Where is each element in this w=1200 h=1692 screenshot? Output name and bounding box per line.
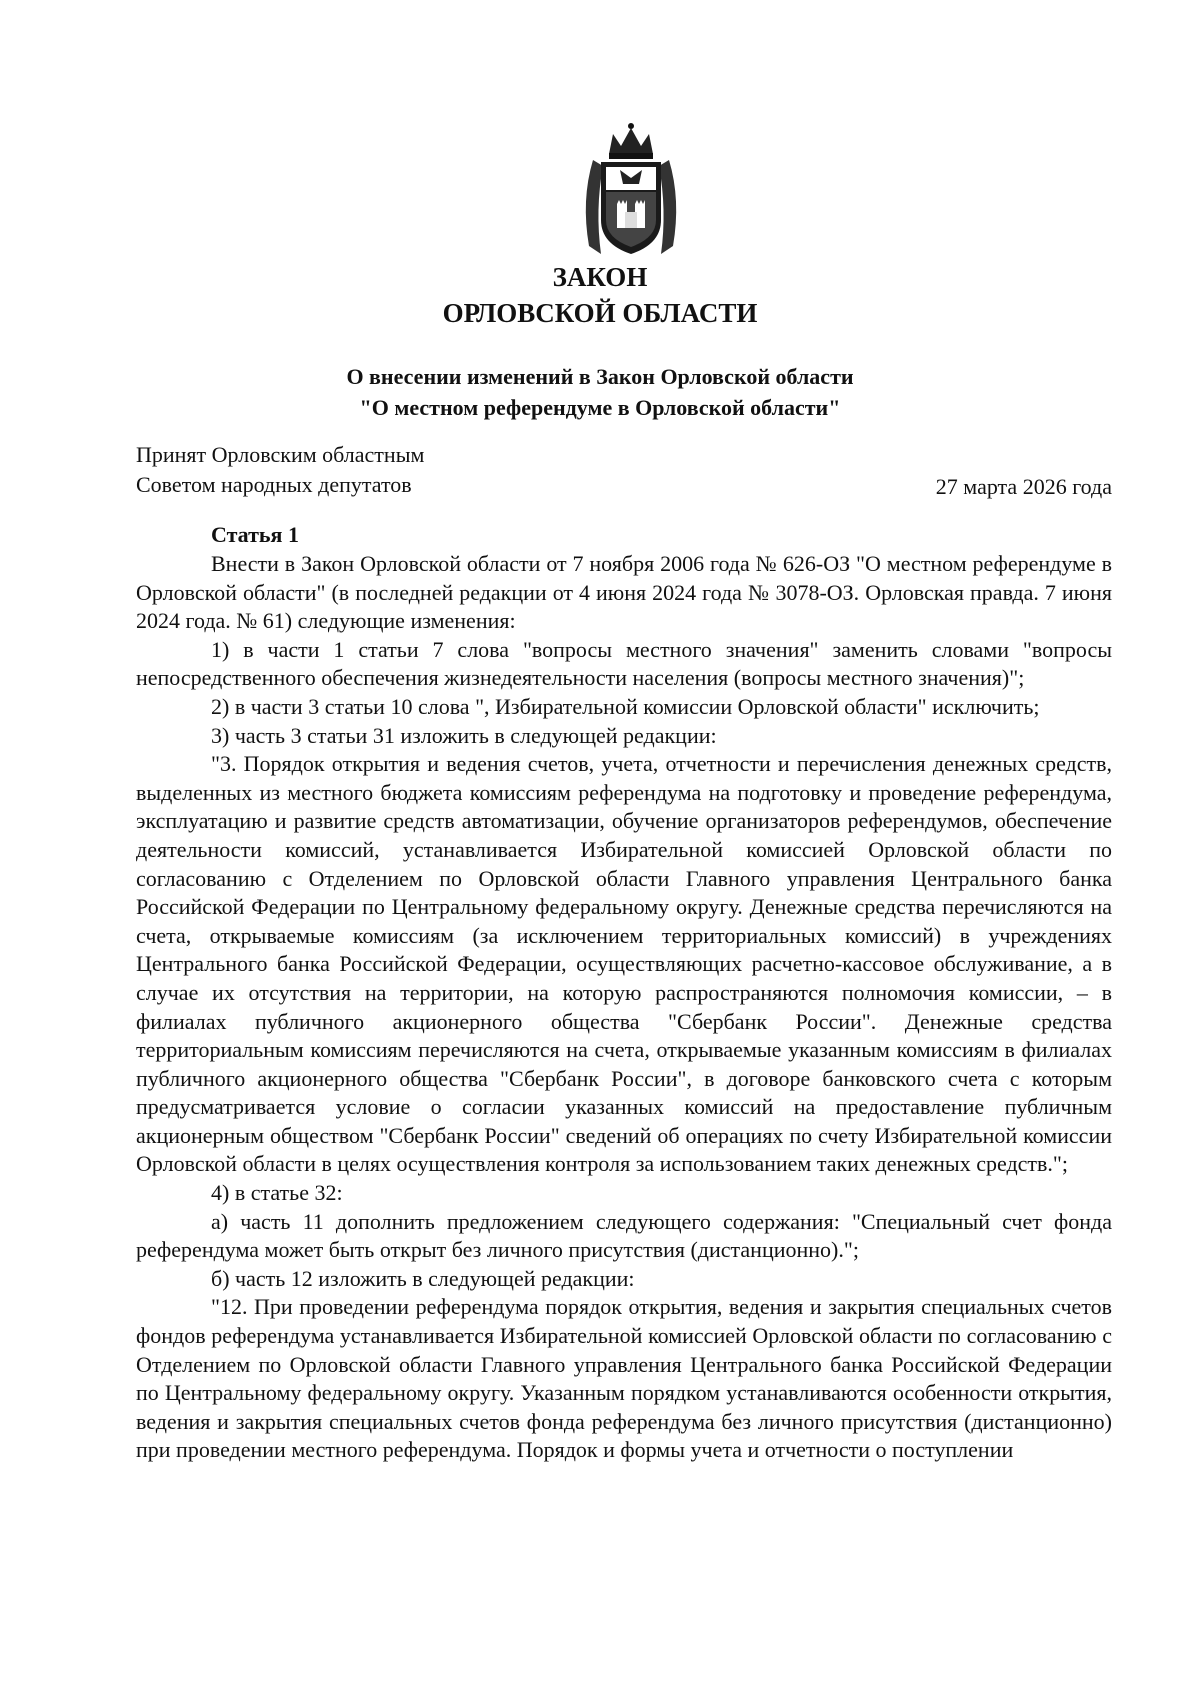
adoption-date: 27 марта 2026 года <box>935 474 1112 499</box>
article-paragraph-item-4b: б) часть 12 изложить в следующей редакции: <box>211 1265 635 1291</box>
adoption-line2: Советом народных депутатов <box>136 472 412 497</box>
law-region-title: ОРЛОВСКОЙ ОБЛАСТИ <box>442 298 758 328</box>
law-subtitle-line2: "О местном референдуме в Орловской области" <box>359 395 841 420</box>
article-paragraph-item-4a: а) часть 11 дополнить предложением следующего содержания: "Специальный счет фонда референдума может быть открыт без личного присутствия (дистанционно)."; <box>136 1208 1112 1263</box>
article-paragraph-item-2: 2) в части 3 статьи 10 слова ", Избирательной комиссии Орловской области" исключить; <box>211 693 1040 719</box>
law-subtitle-line1: О внесении изменений в Закон Орловской области <box>346 364 854 389</box>
article-paragraph-item-1: 1) в части 1 статьи 7 слова "вопросы местного значения" заменить словами "вопросы непосредственного обеспечения жизнедеятельности населения (вопросы местного значения)"; <box>136 636 1112 691</box>
article-paragraph-part-12-text: "12. При проведении референдума порядок открытия, ведения и закрытия специальных счетов фондов референдума устанавливается Избирательной комиссией Орловской области по согласованию с Отделением по Орловской области Главного управления Центрального банка Российской Федерации по Центральному федеральному округу. Указанным порядком устанавливаются особенности открытия, ведения и закрытия специальных счетов фонда референдума без личного присутствия (дистанционно) при проведении местного референдума. Порядок и формы учета и отчетности о поступлении <box>136 1294 1112 1463</box>
adoption-block <box>136 440 424 500</box>
article-paragraph-item-3: 3) часть 3 статьи 31 изложить в следующей редакции: <box>211 722 717 748</box>
article-heading: Статья 1 <box>211 522 299 547</box>
coat-of-arms-icon <box>575 120 687 260</box>
article-paragraph-part-3-text: "3. Порядок открытия и ведения счетов, учета, отчетности и перечисления денежных средств, выделенных из местного бюджета комиссиям референдума на подготовку и проведение референдума, эксплуатацию и развитие средств автоматизации, обучение организаторов референдумов, обеспечение деятельности комиссий, устанавливается Избирательной комиссией Орловской области по согласованию с Отделением по Орловской области Главного управления Центрального банка Российской Федерации по Центральному федеральному округу. Денежные средства перечисляются на счета, открываемые комиссиям (за исключением территориальных комиссий) в учреждениях Центрального банка Российской Федерации, осуществляющих расчетно-кассовое обслуживание, а в случае их отсутствия на территории, на которую распространяются полномочия комиссии, – в филиалах публичного акционерного общества "Сбербанк России". Денежные средства территориальным комиссиям перечисляются на счета, открываемые указанным комиссиям в филиалах публичного акционерного общества "Сбербанк России", в договоре банковского счета с которым предусматривается условие о согласии указанных комиссий на предоставление публичным акционерным обществом "Сбербанк России" сведений об операциях по счету Избирательной комиссии Орловской области в целях осуществления контроля за использованием таких денежных средств."; <box>136 751 1112 1177</box>
article-body <box>136 550 1112 1465</box>
article-paragraph-intro: Внести в Закон Орловской области от 7 ноября 2006 года № 626-ОЗ "О местном референдуме в Орловской области" (в последней редакции от 4 июня 2024 года № 3078-ОЗ. Орловская правда. 7 июня 2024 года. № 61) следующие изменения: <box>136 551 1112 634</box>
adoption-line1: Принят Орловским областным <box>136 442 425 467</box>
law-title: ЗАКОН <box>552 262 648 292</box>
article-paragraph-item-4: 4) в статье 32: <box>211 1180 343 1206</box>
